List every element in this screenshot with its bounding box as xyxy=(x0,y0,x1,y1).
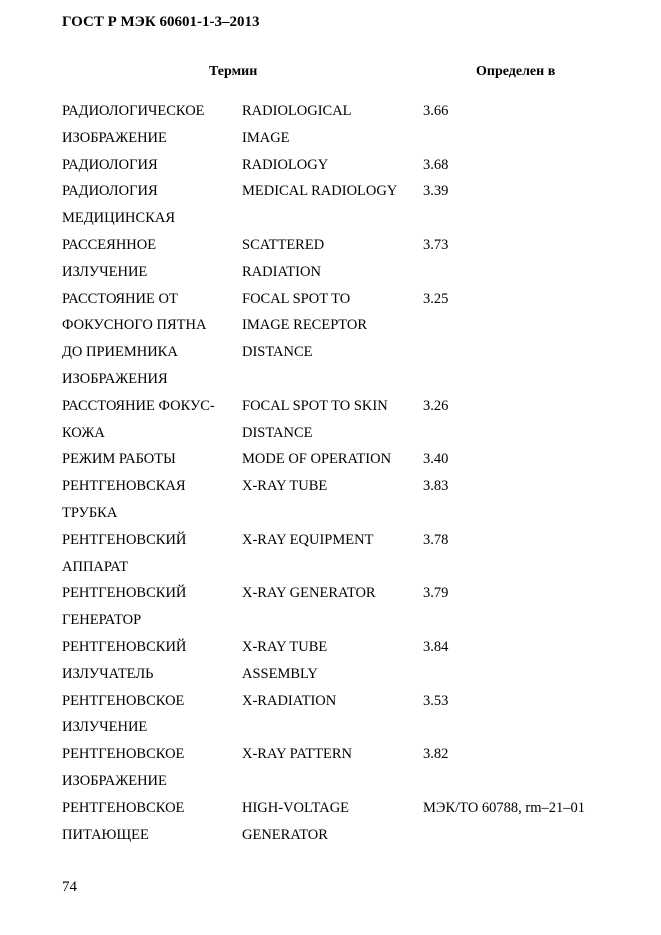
term-russian xyxy=(62,286,242,393)
term-english-line: MODE OF OPERATION xyxy=(242,451,392,468)
term-english-line: X-RADIATION xyxy=(242,692,337,709)
term-reference-value: 3.53 xyxy=(423,692,449,709)
term-reference xyxy=(423,634,642,688)
term-english xyxy=(242,527,423,581)
term-english xyxy=(242,232,423,286)
term-russian-line: РЕНТГЕНОВСКИЙ xyxy=(62,531,187,548)
term-russian-line: ПИТАЮЩЕЕ xyxy=(62,826,149,843)
term-russian xyxy=(62,527,242,581)
term-english-line: X-RAY PATTERN xyxy=(242,746,352,763)
term-reference xyxy=(423,152,642,179)
term-russian-line: РЕНТГЕНОВСКАЯ xyxy=(62,478,186,495)
term-russian-line: ИЗЛУЧЕНИЕ xyxy=(62,719,148,736)
term-russian-line: ИЗОБРАЖЕНИЕ xyxy=(62,772,167,789)
term-english xyxy=(242,580,423,634)
term-russian xyxy=(62,634,242,688)
term-english xyxy=(242,178,423,232)
term-russian xyxy=(62,795,242,849)
term-english-line: GENERATOR xyxy=(242,826,328,843)
term-reference-value: 3.84 xyxy=(423,638,449,655)
term-russian-line: ТРУБКА xyxy=(62,504,118,521)
term-english xyxy=(242,473,423,527)
glossary-entry xyxy=(62,393,642,447)
term-russian-line: ИЗЛУЧЕНИЕ xyxy=(62,263,148,280)
term-english-line: DISTANCE xyxy=(242,344,313,361)
term-russian-line: ИЗОБРАЖЕНИЕ xyxy=(62,129,167,146)
term-english-line: FOCAL SPOT TO xyxy=(242,290,351,307)
term-english-line: RADIATION xyxy=(242,263,321,280)
term-english xyxy=(242,286,423,393)
document-header: ГОСТ Р МЭК 60601-1-3–2013 xyxy=(62,14,260,30)
term-reference-value: 3.66 xyxy=(423,103,449,119)
term-reference xyxy=(423,741,642,795)
term-russian-line: ДО ПРИЕМНИКА xyxy=(62,344,178,361)
term-english-line: HIGH-VOLTAGE xyxy=(242,799,350,816)
term-english xyxy=(242,98,423,152)
term-english-line: X-RAY EQUIPMENT xyxy=(242,531,374,548)
term-reference-value: 3.39 xyxy=(423,183,449,200)
term-english xyxy=(242,152,423,179)
term-english xyxy=(242,446,423,473)
glossary-entry xyxy=(62,473,642,527)
term-reference xyxy=(423,178,642,232)
term-english-line: X-RAY TUBE xyxy=(242,478,328,495)
term-reference xyxy=(423,527,642,581)
glossary-entry xyxy=(62,286,642,393)
term-english-line: RADIOLOGY xyxy=(242,156,329,173)
term-english-line: DISTANCE xyxy=(242,424,313,441)
term-reference-value: 3.78 xyxy=(423,531,449,548)
term-russian xyxy=(62,98,242,152)
term-reference-value: 3.82 xyxy=(423,746,449,763)
term-english-line: IMAGE xyxy=(242,129,290,146)
glossary-entry xyxy=(62,795,642,849)
glossary-entry xyxy=(62,232,642,286)
glossary-entry xyxy=(62,527,642,581)
term-russian-line: РАССТОЯНИЕ ОТ xyxy=(62,290,178,307)
glossary-entry xyxy=(62,580,642,634)
column-header-defined-in: Определен в xyxy=(476,64,556,79)
term-english xyxy=(242,634,423,688)
term-english-line: RADIOLOGICAL xyxy=(242,103,352,119)
glossary-table xyxy=(62,98,642,848)
term-reference-value: 3.68 xyxy=(423,156,449,173)
term-russian-line: РЕНТГЕНОВСКОЕ xyxy=(62,799,185,816)
term-reference xyxy=(423,688,642,742)
term-russian-line: ИЗОБРАЖЕНИЯ xyxy=(62,370,168,387)
term-reference-value: 3.83 xyxy=(423,478,449,495)
term-reference xyxy=(423,98,642,152)
term-reference xyxy=(423,795,642,849)
glossary-entry xyxy=(62,152,642,179)
term-english-line: FOCAL SPOT TO SKIN xyxy=(242,397,388,414)
term-reference-value: 3.26 xyxy=(423,397,449,414)
term-english xyxy=(242,795,423,849)
term-reference xyxy=(423,393,642,447)
term-english-line: ASSEMBLY xyxy=(242,665,318,682)
term-russian xyxy=(62,688,242,742)
term-russian-line: КОЖА xyxy=(62,424,105,441)
glossary-entry xyxy=(62,446,642,473)
term-reference xyxy=(423,446,642,473)
term-russian-line: РЕНТГЕНОВСКИЙ xyxy=(62,585,187,602)
term-reference xyxy=(423,232,642,286)
term-russian-line: РЕНТГЕНОВСКОЕ xyxy=(62,692,185,709)
glossary-entry xyxy=(62,178,642,232)
term-reference xyxy=(423,580,642,634)
term-english xyxy=(242,688,423,742)
term-reference-value: 3.79 xyxy=(423,585,449,602)
term-reference xyxy=(423,473,642,527)
term-russian-line: РАССТОЯНИЕ ФОКУС- xyxy=(62,397,215,414)
term-russian-line: АППАРАТ xyxy=(62,558,129,575)
term-reference-value: 3.40 xyxy=(423,451,449,468)
term-english-line: IMAGE RECEPTOR xyxy=(242,317,368,334)
term-russian-line: ФОКУСНОГО ПЯТНА xyxy=(62,317,207,334)
term-russian-line: РАССЕЯННОЕ xyxy=(62,236,157,253)
term-russian xyxy=(62,446,242,473)
glossary-entry xyxy=(62,634,642,688)
term-russian-line: РЕНТГЕНОВСКИЙ xyxy=(62,638,187,655)
term-reference-value: 3.25 xyxy=(423,290,449,307)
term-russian-line: ИЗЛУЧАТЕЛЬ xyxy=(62,665,154,682)
term-russian-line: ГЕНЕРАТОР xyxy=(62,612,142,629)
term-english-line: X-RAY TUBE xyxy=(242,638,328,655)
term-english-line: MEDICAL RADIOLOGY xyxy=(242,183,398,200)
term-english-line: SCATTERED xyxy=(242,236,325,253)
term-reference xyxy=(423,286,642,393)
glossary-entry xyxy=(62,741,642,795)
term-russian-line: РАДИОЛОГИЯ xyxy=(62,156,158,173)
term-russian-line: РЕЖИМ РАБОТЫ xyxy=(62,451,176,468)
term-russian-line: РАДИОЛОГИЯ xyxy=(62,183,158,200)
term-russian xyxy=(62,152,242,179)
term-russian xyxy=(62,580,242,634)
glossary-entry xyxy=(62,98,642,152)
term-russian xyxy=(62,393,242,447)
term-russian xyxy=(62,741,242,795)
term-russian-line: МЕДИЦИНСКАЯ xyxy=(62,210,176,227)
term-english xyxy=(242,741,423,795)
term-reference-value: 3.73 xyxy=(423,236,449,253)
term-english xyxy=(242,393,423,447)
glossary-entry xyxy=(62,688,642,742)
page-number: 74 xyxy=(62,879,77,895)
column-header-term: Термин xyxy=(209,64,258,79)
term-russian xyxy=(62,232,242,286)
term-english-line: X-RAY GENERATOR xyxy=(242,585,376,602)
term-russian-line: РЕНТГЕНОВСКОЕ xyxy=(62,746,185,763)
term-russian xyxy=(62,473,242,527)
term-russian-line: РАДИОЛОГИЧЕСКОЕ xyxy=(62,103,205,119)
term-russian xyxy=(62,178,242,232)
term-reference-value: МЭК/ТО 60788, rm–21–01 xyxy=(423,799,586,816)
